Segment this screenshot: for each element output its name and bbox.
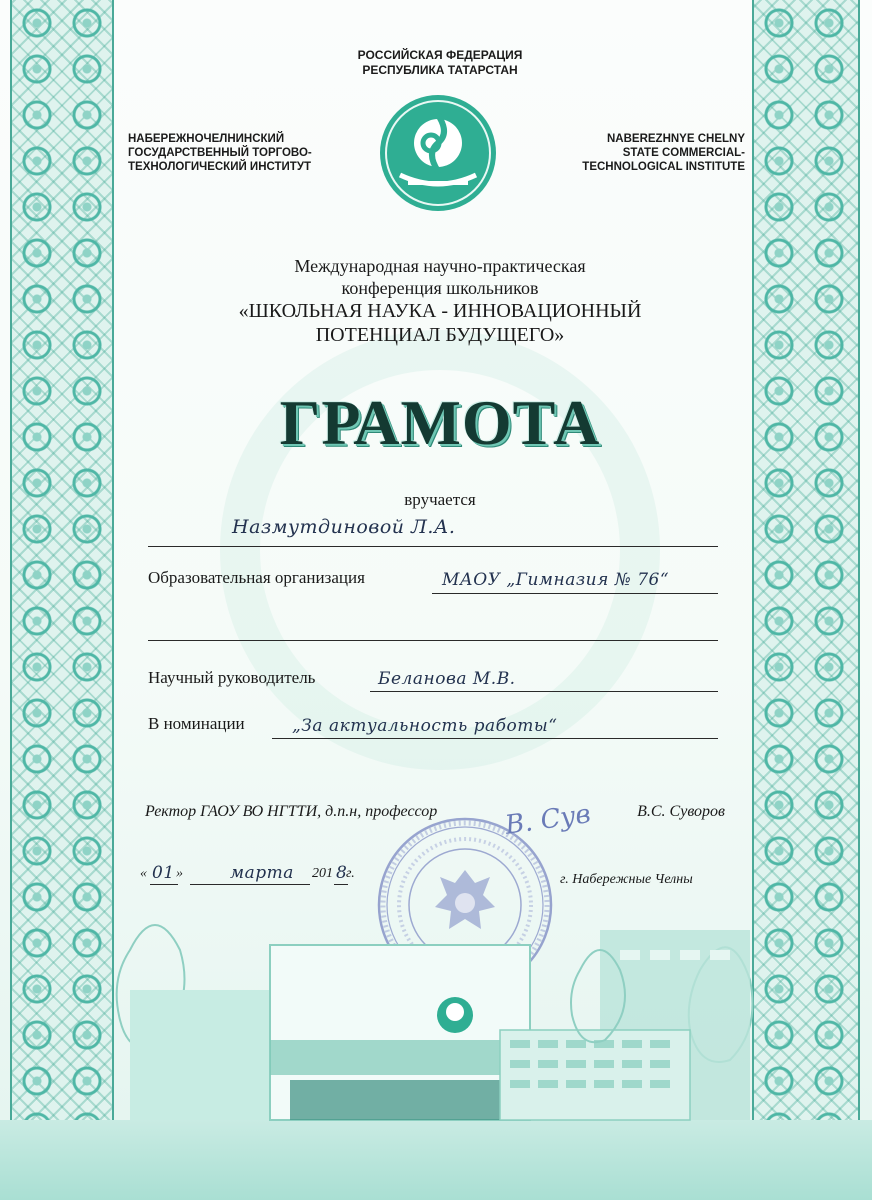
- conference-line: конференция школьников: [341, 278, 539, 298]
- awarded-label: вручается: [404, 490, 476, 509]
- country-line: РОССИЙСКАЯ ФЕДЕРАЦИЯ: [357, 48, 523, 62]
- institute-en-line: TECHNOLOGICAL INSTITUTE: [582, 161, 745, 173]
- issue-city: г. Набережные Челны: [560, 872, 693, 887]
- institute-logo: [378, 93, 498, 213]
- date-month-underline: [190, 884, 310, 885]
- republic-line: РЕСПУБЛИКА ТАТАРСТАН: [362, 63, 518, 77]
- conference-name-line: ПОТЕНЦИАЛ БУДУЩЕГО»: [315, 324, 565, 346]
- nomination-value: „За актуальность работы“: [292, 716, 558, 736]
- institute-ru-line: НАБЕРЕЖНОЧЕЛНИНСКИЙ: [128, 133, 285, 145]
- date-year-underline: [334, 884, 348, 885]
- date-open-quote: «: [140, 866, 147, 881]
- organization-value: МАОУ „Гимназия № 76“: [442, 570, 670, 590]
- ornamental-border-left: [10, 0, 114, 1160]
- institute-name-en: [540, 132, 745, 174]
- date-month: марта: [230, 863, 294, 883]
- conference-name-line: «ШКОЛЬНАЯ НАУКА - ИННОВАЦИОННЫЙ: [238, 300, 642, 322]
- conference-block: [170, 255, 710, 347]
- date-day-underline: [150, 884, 178, 885]
- recipient-underline: [148, 546, 718, 547]
- institute-en-line: NABEREZHNYE CHELNY: [606, 133, 745, 145]
- supervisor-underline: [370, 691, 718, 692]
- date-day: 01: [152, 863, 175, 883]
- institute-building-illustration: [100, 890, 760, 1140]
- date-year-digit: 8: [336, 863, 348, 883]
- country-header: [280, 48, 600, 78]
- organization-underline: [432, 593, 718, 594]
- institute-ru-line: ТЕХНОЛОГИЧЕСКИЙ ИНСТИТУТ: [128, 161, 312, 173]
- handwritten-signature: В. Сув: [503, 799, 593, 841]
- institute-ru-line: ГОСУДАРСТВЕННЫЙ ТОРГОВО-: [128, 147, 312, 159]
- date-year-prefix: 201: [312, 866, 333, 881]
- date-year-suffix: г.: [346, 866, 355, 881]
- certificate-title: ГРАМОТА: [279, 387, 601, 458]
- supervisor-value: Беланова М.В.: [378, 669, 516, 689]
- ornamental-border-right: [752, 0, 860, 1160]
- organization-underline-2: [148, 640, 718, 641]
- date-close-quote: »: [176, 866, 183, 881]
- signatory-name: В.С. Суворов: [637, 803, 725, 820]
- supervisor-label: Научный руководитель: [148, 668, 316, 687]
- conference-line: Международная научно-практическая: [294, 256, 586, 276]
- recipient-name: Назмутдиновой Л.А.: [232, 516, 456, 538]
- institute-en-line: STATE COMMERCIAL-: [622, 147, 745, 159]
- organization-label: Образовательная организация: [148, 568, 365, 587]
- signatory-title: Ректор ГАОУ ВО НГТТИ, д.п.н, профессор: [145, 803, 438, 820]
- nomination-underline: [272, 738, 718, 739]
- institute-name-ru: [128, 132, 358, 174]
- nomination-label: В номинации: [148, 714, 245, 733]
